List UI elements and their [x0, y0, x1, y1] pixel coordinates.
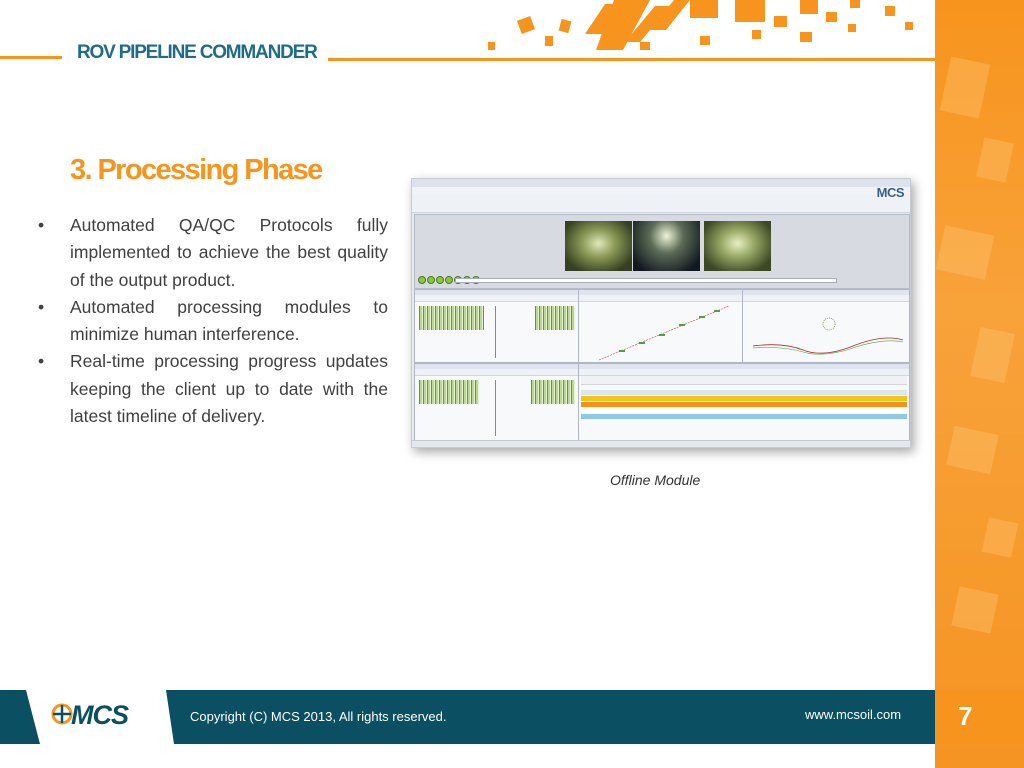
bullet-text: Automated QA/QC Protocols fully implemented to achieve the best quality of the output product. [70, 215, 388, 290]
video-pane [414, 214, 910, 289]
page-number: 7 [958, 701, 973, 731]
band-tile [970, 327, 1015, 383]
app-logo: MCS [876, 185, 904, 200]
scan-plot [743, 302, 909, 362]
app-statusbar [412, 440, 910, 447]
data-grid-row [581, 408, 907, 413]
data-grid-row [581, 396, 907, 401]
band-tile [976, 137, 1014, 182]
bullet-item [34, 212, 388, 294]
copyright-text: Copyright (C) MCS 2013, All rights reserved. [190, 709, 447, 724]
bullet-dot: • [38, 215, 45, 235]
band-tile [940, 56, 991, 118]
video-frame [565, 221, 632, 271]
data-grid-row [581, 414, 907, 419]
section-title: 3. Processing Phase [70, 154, 322, 186]
offline-module-screenshot [411, 178, 911, 448]
bullet-item [34, 348, 388, 430]
header-rule-left [0, 56, 62, 59]
data-grid-pane [578, 363, 910, 441]
page-number-box [935, 690, 1024, 744]
app-toolbar [412, 203, 910, 213]
band-tile [946, 426, 998, 474]
header-rule-right [328, 58, 935, 61]
data-grid-header [581, 390, 907, 395]
video-frame [704, 221, 771, 271]
bullet-item [34, 294, 388, 349]
profile-pane [414, 363, 579, 441]
data-grid-row [581, 402, 907, 407]
bullet-dot: • [38, 351, 45, 372]
bullet-list [34, 212, 388, 430]
header-title: ROV PIPELINE COMMANDER [77, 42, 317, 63]
track-plot [579, 302, 742, 362]
figure-caption: Offline Module [610, 472, 701, 488]
profile-pane [414, 289, 579, 363]
track-pane [578, 289, 743, 363]
bullet-text: Automated processing modules to minimize human interference. [70, 296, 388, 345]
video-frame [633, 221, 700, 271]
bullet-text: Real-time processing progress updates keeping the client up to date with the latest timeline of delivery. [70, 351, 388, 427]
right-accent-band [935, 0, 1024, 768]
scans-pane [742, 289, 910, 363]
bullet-dot: • [38, 296, 45, 317]
website-link[interactable]: www.mcsoil.com [805, 707, 902, 722]
video-scrubber [455, 278, 837, 283]
footer-logo-text: MCS [71, 700, 128, 730]
band-tile [936, 225, 994, 279]
band-tile [982, 517, 1019, 557]
app-menubar [412, 187, 910, 194]
band-tile [951, 586, 998, 633]
